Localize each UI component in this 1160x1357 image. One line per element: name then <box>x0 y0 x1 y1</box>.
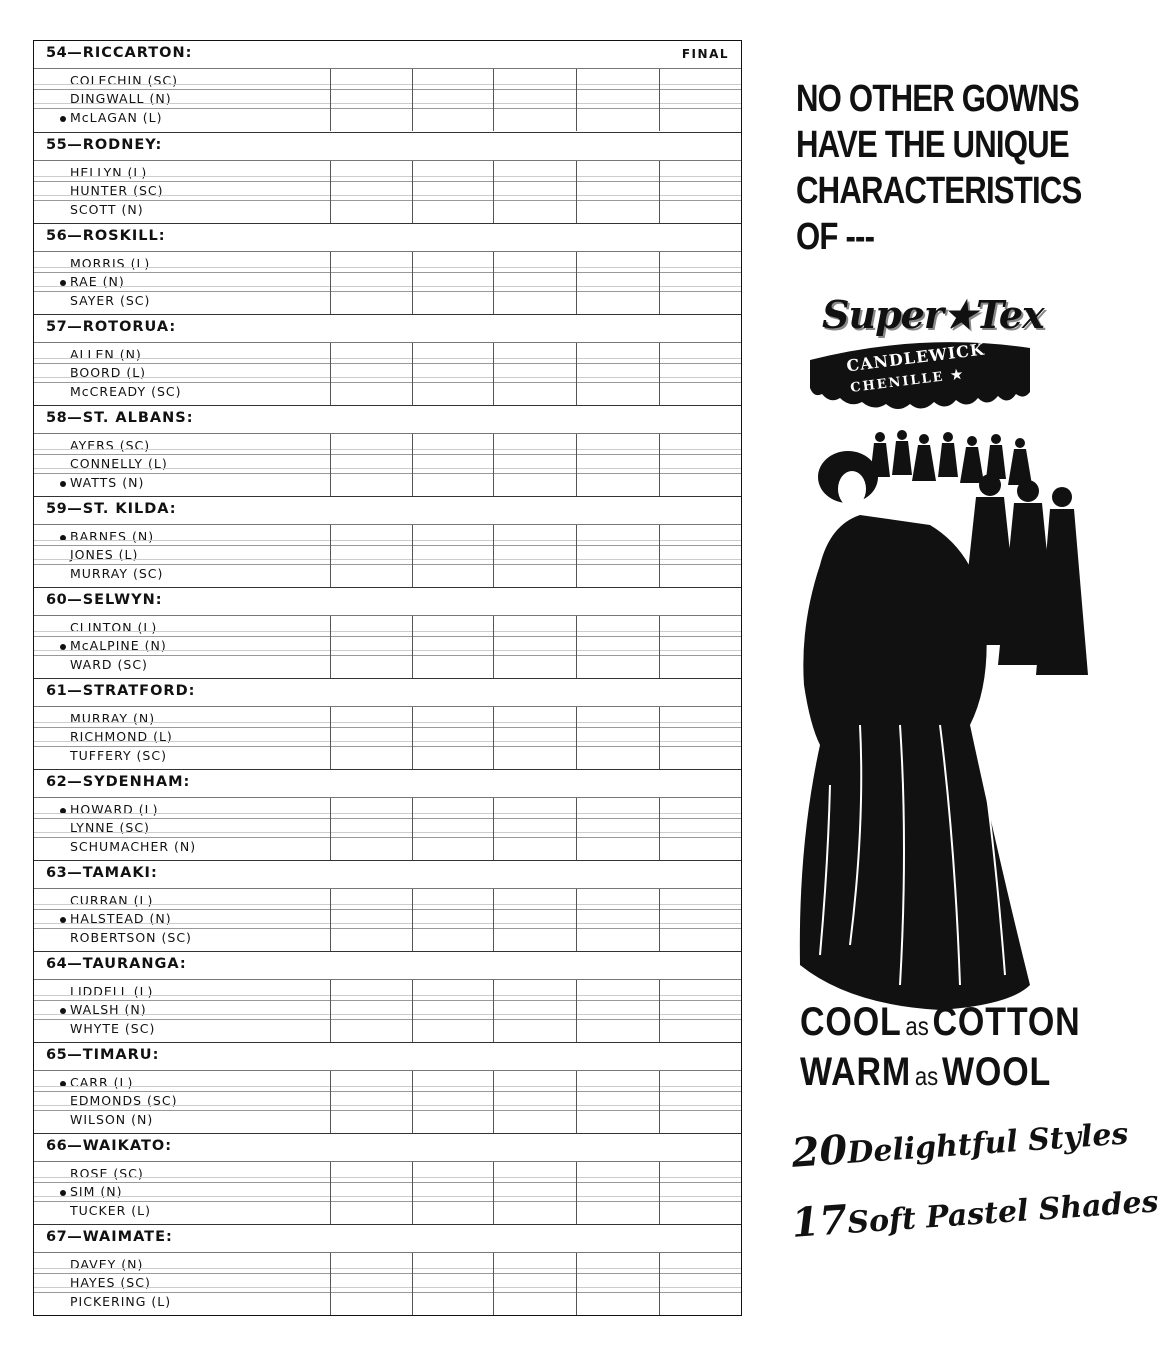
elected-dot-icon <box>60 116 66 122</box>
title-dash: — <box>67 501 83 517</box>
electorate-number: 62 <box>46 774 68 790</box>
candidate-row <box>34 618 741 636</box>
row-subdivider <box>34 468 741 469</box>
electorate-section <box>34 769 741 861</box>
electorate-name: RODNEY: <box>82 137 163 153</box>
candidate-name: SIM (N) <box>70 1184 123 1200</box>
column-divider <box>659 69 660 131</box>
electorate-name: WAIMATE: <box>82 1229 173 1245</box>
electorate-number: 63 <box>46 865 68 881</box>
title-dash: — <box>67 45 83 61</box>
title-dash: — <box>67 410 83 426</box>
column-divider <box>659 434 660 496</box>
candidate-grid <box>34 524 741 587</box>
electorate-section <box>34 314 741 406</box>
column-divider <box>576 161 577 223</box>
column-divider <box>330 343 331 405</box>
column-divider <box>493 707 494 769</box>
title-dash: — <box>67 956 83 972</box>
candidate-grid <box>34 1070 741 1133</box>
banner-candlewick: CANDLEWICK <box>845 339 986 376</box>
electorate-title <box>46 319 176 335</box>
candidate-name: McALPINE (N) <box>70 638 167 654</box>
row-subdivider <box>34 103 741 104</box>
column-divider <box>576 980 577 1042</box>
electorate-section <box>34 951 741 1043</box>
row-subdivider <box>34 449 741 450</box>
column-divider <box>412 889 413 951</box>
candidate-row <box>34 527 741 545</box>
candidate-name: WILSON (N) <box>70 1111 154 1127</box>
column-divider <box>659 1253 660 1315</box>
electorate-section <box>34 1224 741 1316</box>
title-dash: — <box>67 683 83 699</box>
column-divider <box>576 707 577 769</box>
column-divider <box>412 980 413 1042</box>
candidate-name: HELLYN (L) <box>70 165 148 180</box>
electorate-section <box>34 1133 741 1225</box>
column-divider <box>576 434 577 496</box>
candidate-grid <box>34 1161 741 1224</box>
advertisement <box>760 60 1160 1290</box>
column-divider <box>659 343 660 405</box>
candidate-grid <box>34 342 741 405</box>
row-subdivider <box>34 1268 741 1269</box>
candidate-name: LIDDELL (L) <box>70 984 154 999</box>
candidate-name: CONNELLY (L) <box>70 456 168 472</box>
row-subdivider <box>34 904 741 905</box>
column-divider <box>576 69 577 131</box>
candidate-name: ROBERTSON (SC) <box>70 929 192 945</box>
candidate-name: WARD (SC) <box>70 656 148 672</box>
column-divider <box>412 616 413 678</box>
electorate-name: TAURANGA: <box>82 956 187 972</box>
column-divider <box>330 1071 331 1133</box>
candidate-row <box>34 909 741 927</box>
electorate-name: ST. KILDA: <box>82 501 177 517</box>
candidate-name: CLINTON (L) <box>70 620 158 635</box>
candidate-row <box>34 1182 741 1200</box>
column-divider <box>493 69 494 131</box>
column-divider <box>576 1162 577 1224</box>
column-divider <box>330 161 331 223</box>
electorate-number: 67 <box>46 1229 68 1245</box>
column-divider <box>576 1253 577 1315</box>
column-divider <box>412 252 413 314</box>
electorate-section <box>34 860 741 952</box>
ad-headline <box>796 76 1081 260</box>
candidate-grid <box>34 706 741 769</box>
title-dash: — <box>67 137 83 153</box>
candidate-name: WHYTE (SC) <box>70 1020 156 1036</box>
electorate-number: 54 <box>46 45 68 61</box>
electorate-number: 60 <box>46 592 68 608</box>
column-divider <box>330 798 331 860</box>
column-divider <box>330 525 331 587</box>
column-divider <box>576 252 577 314</box>
candidate-name: RICHMOND (L) <box>70 729 173 745</box>
electorate-section <box>34 587 741 679</box>
candidate-name: MURRAY (SC) <box>70 565 164 581</box>
column-divider <box>330 252 331 314</box>
candidate-row <box>34 382 741 400</box>
candidate-name: ROSE (SC) <box>70 1166 144 1181</box>
electorate-title <box>46 501 177 517</box>
column-divider <box>493 980 494 1042</box>
title-dash: — <box>67 1047 83 1063</box>
candidate-row <box>34 291 741 309</box>
elected-dot-icon <box>60 481 66 487</box>
candidate-name: COLECHIN (SC) <box>70 73 178 88</box>
column-divider <box>576 343 577 405</box>
electorate-title <box>46 410 194 426</box>
electorate-name: SELWYN: <box>82 592 163 608</box>
row-subdivider <box>34 631 741 632</box>
candidate-row <box>34 454 741 472</box>
candidate-name: WALSH (N) <box>70 1002 147 1018</box>
candidate-name: McLAGAN (L) <box>70 109 163 125</box>
row-subdivider <box>34 267 741 268</box>
candidate-name: TUFFERY (SC) <box>70 747 167 763</box>
column-divider <box>493 1253 494 1315</box>
final-column-label: FINAL <box>681 47 729 61</box>
row-subdivider <box>34 540 741 541</box>
candidate-row <box>34 473 741 491</box>
candidate-name: DINGWALL (N) <box>70 91 172 107</box>
candidate-row <box>34 71 741 89</box>
candidate-row <box>34 345 741 363</box>
title-dash: — <box>67 228 83 244</box>
column-divider <box>493 525 494 587</box>
electorate-title <box>46 228 166 244</box>
title-dash: — <box>67 865 83 881</box>
row-subdivider <box>34 923 741 924</box>
candidate-name: CARR (L) <box>70 1075 134 1090</box>
candidate-row <box>34 1019 741 1037</box>
candidate-name: SCHUMACHER (N) <box>70 838 197 854</box>
candidate-name: MURRAY (N) <box>70 711 156 726</box>
candidate-row <box>34 108 741 126</box>
electorate-number: 58 <box>46 410 68 426</box>
title-dash: — <box>67 319 83 335</box>
electorate-section <box>34 41 741 132</box>
column-divider <box>659 980 660 1042</box>
candidate-name: HUNTER (SC) <box>70 183 164 199</box>
column-divider <box>412 1253 413 1315</box>
column-divider <box>659 1071 660 1133</box>
electorate-title <box>46 137 162 153</box>
column-divider <box>493 798 494 860</box>
candidate-name: ALLEN (N) <box>70 347 142 362</box>
column-divider <box>412 161 413 223</box>
electorate-title <box>46 1229 173 1245</box>
electorate-name: RICCARTON: <box>82 45 193 61</box>
column-divider <box>659 889 660 951</box>
column-divider <box>659 525 660 587</box>
brand-badge <box>800 290 1044 420</box>
row-subdivider <box>34 1105 741 1106</box>
electorate-name: SYDENHAM: <box>82 774 191 790</box>
banner-chenille: CHENILLE ★ <box>849 367 966 396</box>
candidate-grid <box>34 68 741 131</box>
candidate-row <box>34 200 741 218</box>
row-subdivider <box>34 1196 741 1197</box>
candidate-row <box>34 1273 741 1291</box>
candidate-row <box>34 709 741 727</box>
candidate-row <box>34 891 741 909</box>
headline-line-4: OF --- <box>796 216 875 258</box>
candidate-name: BOORD (L) <box>70 365 147 381</box>
row-subdivider <box>34 1014 741 1015</box>
candidate-row <box>34 181 741 199</box>
row-subdivider <box>34 1086 741 1087</box>
electorate-number: 59 <box>46 501 68 517</box>
candidate-row <box>34 1091 741 1109</box>
electorate-title <box>46 1138 172 1154</box>
candidate-row <box>34 1164 741 1182</box>
row-subdivider <box>34 1177 741 1178</box>
column-divider <box>576 525 577 587</box>
candidate-name: EDMONDS (SC) <box>70 1093 178 1109</box>
column-divider <box>493 434 494 496</box>
column-divider <box>412 798 413 860</box>
electorate-title <box>46 774 190 790</box>
row-subdivider <box>34 832 741 833</box>
candidate-row <box>34 818 741 836</box>
candidate-name: AYERS (SC) <box>70 438 151 453</box>
row-subdivider <box>34 559 741 560</box>
column-divider <box>412 525 413 587</box>
column-divider <box>412 69 413 131</box>
electorate-name: ROSKILL: <box>82 228 166 244</box>
electorate-name: STRATFORD: <box>82 683 196 699</box>
title-dash: — <box>67 1229 83 1245</box>
headline-line-1: NO OTHER GOWNS <box>796 78 1079 120</box>
title-dash: — <box>67 1138 83 1154</box>
electorate-section <box>34 678 741 770</box>
candidate-name: PICKERING (L) <box>70 1293 172 1309</box>
title-dash: — <box>67 774 83 790</box>
candidate-name: LYNNE (SC) <box>70 820 150 836</box>
column-divider <box>412 707 413 769</box>
candidate-name: DAVEY (N) <box>70 1257 144 1272</box>
electorate-name: ROTORUA: <box>82 319 177 335</box>
results-table <box>33 40 742 1316</box>
electorate-title <box>46 592 163 608</box>
electorate-name: ST. ALBANS: <box>82 410 194 426</box>
candidate-name: McCREADY (SC) <box>70 383 182 399</box>
column-divider <box>330 707 331 769</box>
column-divider <box>493 1162 494 1224</box>
row-subdivider <box>34 377 741 378</box>
column-divider <box>576 798 577 860</box>
candidate-name: SAYER (SC) <box>70 292 151 308</box>
electorate-title <box>46 956 187 972</box>
gown-illustration-icon <box>790 425 1090 1045</box>
candidate-name: JONES (L) <box>70 547 139 563</box>
column-divider <box>659 1162 660 1224</box>
row-subdivider <box>34 741 741 742</box>
candidate-row <box>34 727 741 745</box>
electorate-title <box>46 865 158 881</box>
candidate-row <box>34 1110 741 1128</box>
candidate-row <box>34 1000 741 1018</box>
candidate-grid <box>34 615 741 678</box>
headline-line-2: HAVE THE UNIQUE <box>796 124 1069 166</box>
electorate-title <box>46 1047 159 1063</box>
electorate-section <box>34 132 741 224</box>
candidate-name: HAYES (SC) <box>70 1275 151 1291</box>
column-divider <box>412 434 413 496</box>
column-divider <box>330 616 331 678</box>
column-divider <box>493 343 494 405</box>
candidate-row <box>34 1073 741 1091</box>
candidate-row <box>34 272 741 290</box>
column-divider <box>659 707 660 769</box>
candidate-row <box>34 254 741 272</box>
candidate-row <box>34 636 741 654</box>
column-divider <box>330 889 331 951</box>
candidate-row <box>34 837 741 855</box>
candidate-row <box>34 1292 741 1310</box>
candidate-grid <box>34 888 741 951</box>
column-divider <box>576 616 577 678</box>
electorate-number: 64 <box>46 956 68 972</box>
row-subdivider <box>34 176 741 177</box>
candidate-grid <box>34 979 741 1042</box>
column-divider <box>330 434 331 496</box>
column-divider <box>493 161 494 223</box>
candidate-grid <box>34 797 741 860</box>
slogan-cool: COOL as COTTON <box>800 1000 1081 1044</box>
column-divider <box>330 69 331 131</box>
electorate-title <box>46 683 195 699</box>
candidate-name: MORRIS (L) <box>70 256 151 271</box>
row-subdivider <box>34 1287 741 1288</box>
candidate-name: BARNES (N) <box>70 529 155 544</box>
candidate-grid <box>34 1252 741 1315</box>
candidate-name: CURRAN (L) <box>70 893 154 908</box>
column-divider <box>493 252 494 314</box>
row-subdivider <box>34 995 741 996</box>
column-divider <box>412 343 413 405</box>
candidate-grid <box>34 160 741 223</box>
electorate-section <box>34 405 741 497</box>
column-divider <box>412 1162 413 1224</box>
candidate-row <box>34 1255 741 1273</box>
candidate-row <box>34 1201 741 1219</box>
electorate-number: 56 <box>46 228 68 244</box>
column-divider <box>330 1162 331 1224</box>
candidate-name: SCOTT (N) <box>70 201 144 217</box>
column-divider <box>659 161 660 223</box>
column-divider <box>659 252 660 314</box>
title-dash: — <box>67 592 83 608</box>
electorate-title <box>46 45 192 61</box>
column-divider <box>330 1253 331 1315</box>
candidate-row <box>34 89 741 107</box>
candidate-row <box>34 982 741 1000</box>
candidate-row <box>34 163 741 181</box>
row-subdivider <box>34 195 741 196</box>
column-divider <box>659 616 660 678</box>
column-divider <box>576 1071 577 1133</box>
candidate-grid <box>34 433 741 496</box>
electorate-number: 66 <box>46 1138 68 1154</box>
candidate-grid <box>34 251 741 314</box>
candidate-name: TUCKER (L) <box>70 1202 151 1218</box>
electorate-name: WAIKATO: <box>82 1138 172 1154</box>
candidate-row <box>34 655 741 673</box>
column-divider <box>659 798 660 860</box>
row-subdivider <box>34 286 741 287</box>
column-divider <box>493 1071 494 1133</box>
row-subdivider <box>34 84 741 85</box>
column-divider <box>493 889 494 951</box>
candidate-row <box>34 363 741 381</box>
electorate-name: TIMARU: <box>82 1047 160 1063</box>
candidate-row <box>34 436 741 454</box>
candidate-name: HOWARD (L) <box>70 802 159 817</box>
candidate-row <box>34 545 741 563</box>
electorate-number: 61 <box>46 683 68 699</box>
column-divider <box>493 616 494 678</box>
slogan-warm: WARM as WOOL <box>800 1050 1052 1094</box>
candidate-row <box>34 746 741 764</box>
column-divider <box>576 889 577 951</box>
row-subdivider <box>34 722 741 723</box>
styles-line: 20Delightful Styles <box>790 1116 1130 1177</box>
row-subdivider <box>34 358 741 359</box>
electorate-number: 57 <box>46 319 68 335</box>
candidate-name: HALSTEAD (N) <box>70 911 172 927</box>
candidate-row <box>34 800 741 818</box>
electorate-section <box>34 223 741 315</box>
electorate-section <box>34 496 741 588</box>
column-divider <box>412 1071 413 1133</box>
row-subdivider <box>34 813 741 814</box>
candidate-name: WATTS (N) <box>70 474 145 490</box>
brand-name: Super★Tex <box>822 292 1044 337</box>
row-subdivider <box>34 650 741 651</box>
electorate-section <box>34 1042 741 1134</box>
column-divider <box>330 980 331 1042</box>
candidate-name: RAE (N) <box>70 274 125 290</box>
shades-line: 17Soft Pastel Shades <box>790 1184 1160 1247</box>
electorate-number: 55 <box>46 137 68 153</box>
candidate-row <box>34 928 741 946</box>
headline-line-3: CHARACTERISTICS <box>796 170 1082 212</box>
candidate-row <box>34 564 741 582</box>
electorate-number: 65 <box>46 1047 68 1063</box>
electorate-name: TAMAKI: <box>82 865 158 881</box>
